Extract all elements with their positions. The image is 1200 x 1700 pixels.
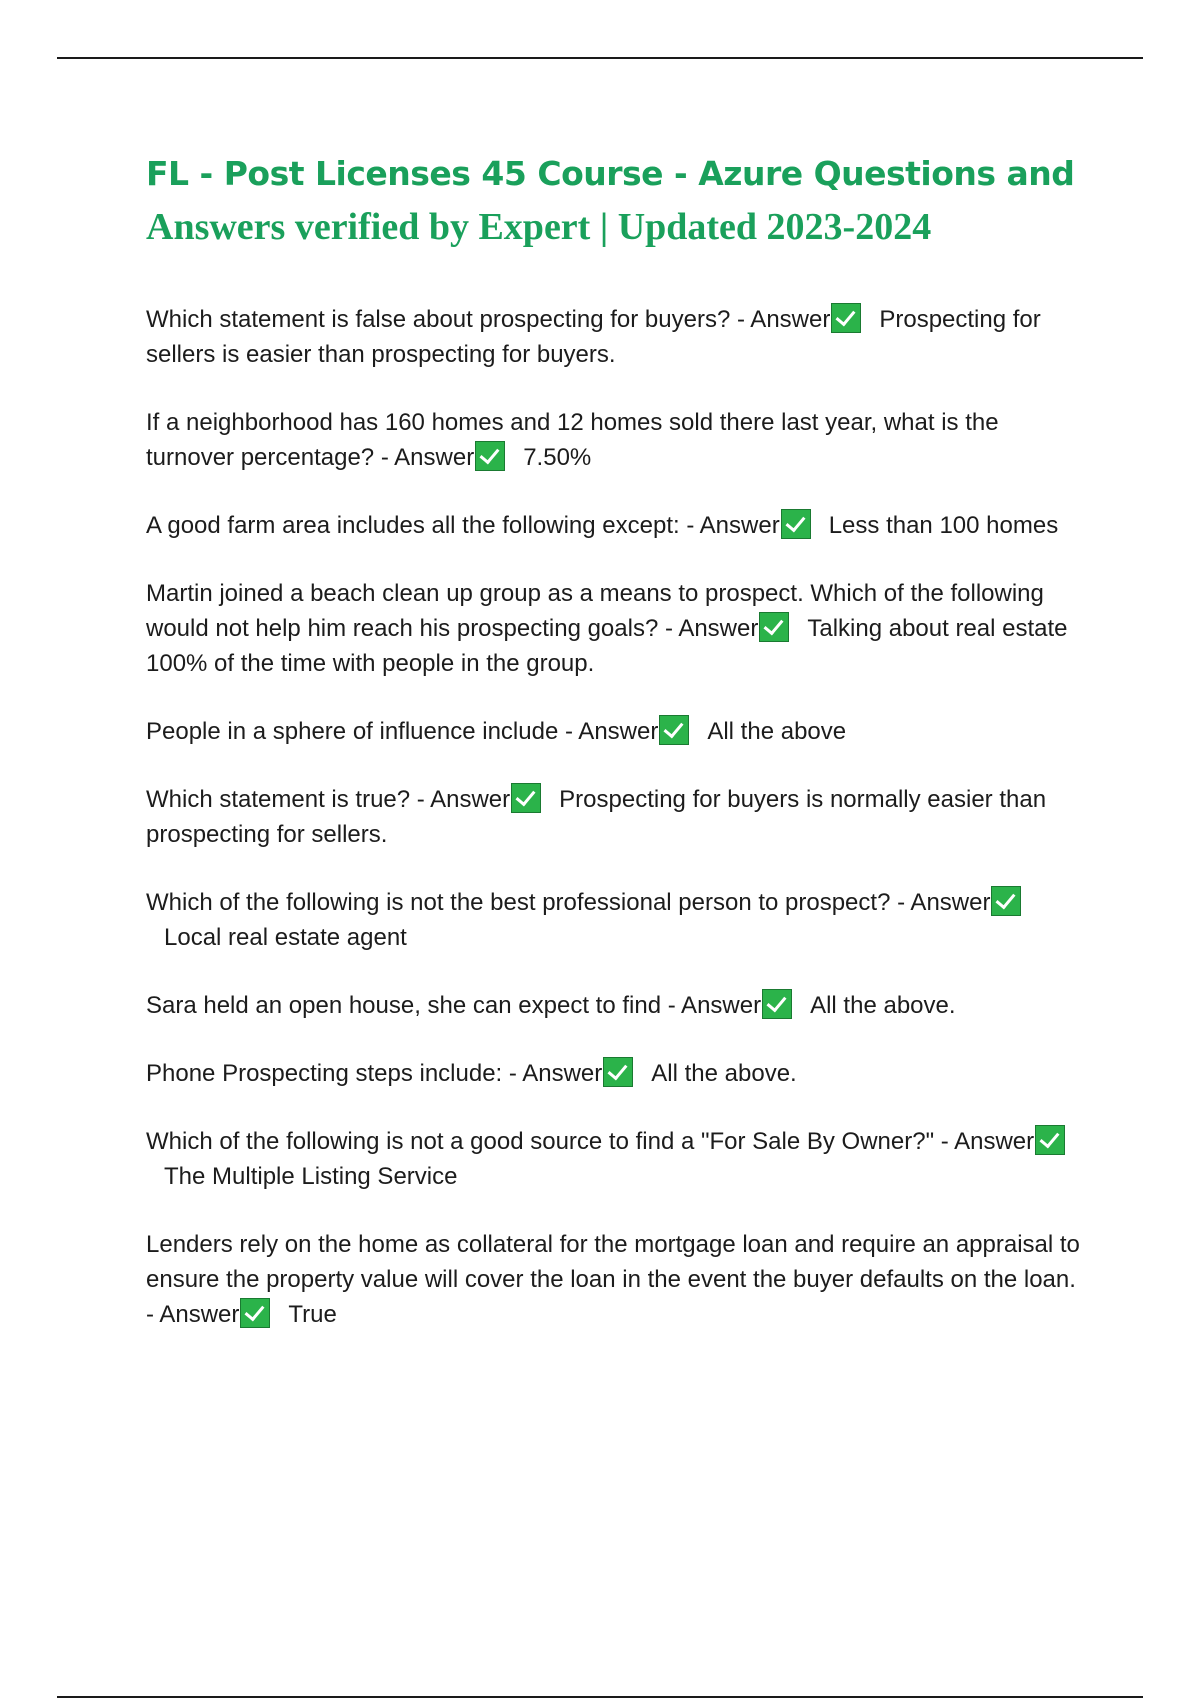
answer-label: - Answer: [508, 1060, 603, 1087]
qa-item: [146, 782, 1086, 852]
check-mark-icon: [659, 715, 689, 745]
answer-label: - Answer: [564, 718, 659, 745]
question-text: Which of the following is not the best professional person to prospect?: [146, 889, 891, 916]
answer-text: 7.50%: [523, 444, 592, 471]
answer-label: - Answer: [686, 512, 780, 539]
qa-item: [146, 576, 1086, 681]
title-line-1: FL - Post Licenses 45 Course - Azure Questions and: [146, 154, 1075, 193]
answer-label: - Answer: [736, 306, 831, 333]
answer-text: Less than 100 homes: [828, 512, 1059, 539]
question-text: People in a sphere of influence include: [146, 718, 559, 745]
document-title: [146, 146, 1086, 254]
check-mark-icon: [759, 612, 789, 642]
answer-label: - Answer: [897, 889, 991, 916]
qa-item: [146, 714, 1086, 749]
qa-item: [146, 1227, 1086, 1332]
question-text: Which statement is false about prospecting for buyers?: [146, 306, 731, 333]
answer-text: True: [288, 1301, 337, 1328]
question-text: Which of the following is not a good source to find a "For Sale By Owner?": [146, 1128, 935, 1155]
question-text: If a neighborhood has 160 homes and 12 homes sold there last year, what is the turnover percentage?: [146, 409, 999, 471]
check-mark-icon: [240, 1298, 270, 1328]
answer-text: Local real estate agent: [164, 924, 407, 951]
title-line-2: Answers verified by Expert | Updated 2023-2024: [146, 206, 932, 248]
answer-label: - Answer: [667, 992, 762, 1019]
check-mark-icon: [1035, 1125, 1065, 1155]
question-text: Phone Prospecting steps include:: [146, 1060, 503, 1087]
answer-text: All the above.: [810, 992, 956, 1019]
check-mark-icon: [762, 989, 792, 1019]
answer-label: - Answer: [380, 444, 475, 471]
answer-text: All the above.: [651, 1060, 797, 1087]
check-mark-icon: [603, 1057, 633, 1087]
qa-list: [146, 302, 1086, 1332]
answer-text: Prospecting for buyers is normally easier than prospecting for sellers.: [146, 786, 1047, 848]
qa-item: [146, 405, 1086, 475]
qa-item: [146, 885, 1086, 955]
check-mark-icon: [511, 783, 541, 813]
question-text: Martin joined a beach clean up group as a means to prospect. Which of the following would not help him reach his prospecting goals?: [146, 580, 1044, 642]
question-text: Which statement is true?: [146, 786, 411, 813]
document-body: [146, 146, 1086, 1365]
answer-label: - Answer: [416, 786, 511, 813]
answer-text: Prospecting for sellers is easier than prospecting for buyers.: [146, 306, 1041, 368]
check-mark-icon: [781, 509, 811, 539]
check-mark-icon: [475, 441, 505, 471]
qa-item: [146, 1124, 1086, 1194]
qa-item: [146, 988, 1086, 1023]
question-text: Lenders rely on the home as collateral for the mortgage loan and require an appraisal to ensure the property value will cover the loan in the event the buyer defaults on the loan.: [146, 1231, 1080, 1293]
question-text: Sara held an open house, she can expect to find: [146, 992, 662, 1019]
answer-label: - Answer: [664, 615, 759, 642]
qa-item: [146, 508, 1086, 543]
bottom-rule: [57, 1696, 1143, 1698]
qa-item: [146, 1056, 1086, 1091]
qa-item: [146, 302, 1086, 372]
answer-text: All the above: [707, 718, 847, 745]
answer-label: - Answer: [940, 1128, 1035, 1155]
check-mark-icon: [831, 303, 861, 333]
top-rule: [57, 57, 1143, 59]
answer-label: - Answer: [146, 1301, 240, 1328]
answer-text: Talking about real estate 100% of the time with people in the group.: [146, 615, 1068, 677]
check-mark-icon: [991, 886, 1021, 916]
question-text: A good farm area includes all the following except:: [146, 512, 680, 539]
answer-text: The Multiple Listing Service: [164, 1163, 458, 1190]
